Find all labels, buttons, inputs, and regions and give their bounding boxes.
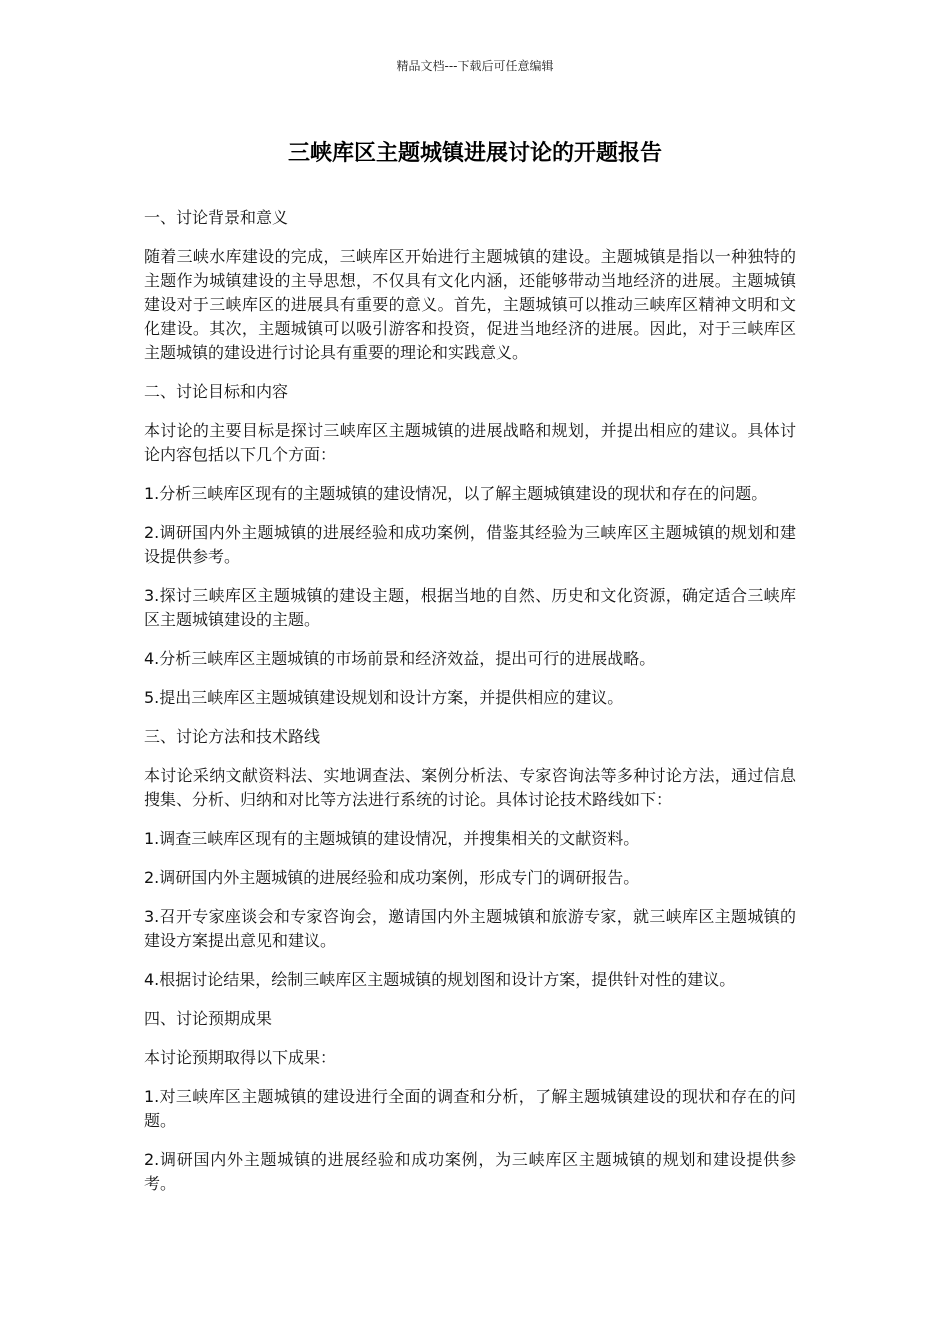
list-item-objective-2: 2.调研国内外主题城镇的进展经验和成功案例，借鉴其经验为三峡库区主题城镇的规划和建设提供参考。 bbox=[144, 523, 796, 566]
list-item-outcome-1: 1.对三峡库区主题城镇的建设进行全面的调查和分析，了解主题城镇建设的现状和存在的问题。 bbox=[144, 1087, 796, 1130]
list-item-method-3: 3.召开专家座谈会和专家咨询会，邀请国内外主题城镇和旅游专家，就三峡库区主题城镇的建设方案提出意见和建议。 bbox=[144, 907, 796, 950]
document-body bbox=[144, 206, 796, 1211]
list-item-objective-1: 1.分析三峡库区现有的主题城镇的建设情况，以了解主题城镇建设的现状和存在的问题。 bbox=[144, 484, 768, 503]
list-item-method-1: 1.调查三峡库区现有的主题城镇的建设情况，并搜集相关的文献资料。 bbox=[144, 829, 640, 848]
list-item-method-2: 2.调研国内外主题城镇的进展经验和成功案例，形成专门的调研报告。 bbox=[144, 868, 640, 887]
list-item-objective-5: 5.提出三峡库区主题城镇建设规划和设计方案，并提供相应的建议。 bbox=[144, 688, 624, 707]
section-heading-methods: 三、讨论方法和技术路线 bbox=[144, 727, 321, 746]
paragraph-methods-intro: 本讨论采纳文献资料法、实地调查法、案例分析法、专家咨询法等多种讨论方法，通过信息搜集、分析、归纳和对比等方法进行系统的讨论。具体讨论技术路线如下： bbox=[144, 766, 796, 809]
list-item-outcome-2: 2.调研国内外主题城镇的进展经验和成功案例，为三峡库区主题城镇的规划和建设提供参考。 bbox=[144, 1150, 796, 1193]
paragraph-outcomes-intro: 本讨论预期取得以下成果： bbox=[144, 1048, 337, 1067]
header-note: 精品文档---下载后可任意编辑 bbox=[396, 59, 554, 73]
list-item-objective-3: 3.探讨三峡库区主题城镇的建设主题，根据当地的自然、历史和文化资源，确定适合三峡库区主题城镇建设的主题。 bbox=[144, 586, 796, 629]
document-title: 三峡库区主题城镇进展讨论的开题报告 bbox=[287, 141, 662, 166]
section-heading-background: 一、讨论背景和意义 bbox=[144, 208, 289, 227]
list-item-objective-4: 4.分析三峡库区主题城镇的市场前景和经济效益，提出可行的进展战略。 bbox=[144, 649, 656, 668]
paragraph-background: 随着三峡水库建设的完成，三峡库区开始进行主题城镇的建设。主题城镇是指以一种独特的主题作为城镇建设的主导思想，不仅具有文化内涵，还能够带动当地经济的进展。主题城镇建设对于三峡库区的进展具有重要的意义。首先，主题城镇可以推动三峡库区精神文明和文化建设。其次，主题城镇可以吸引游客和投资，促进当地经济的进展。因此，对于三峡库区主题城镇的建设进行讨论具有重要的理论和实践意义。 bbox=[144, 247, 796, 362]
section-heading-outcomes: 四、讨论预期成果 bbox=[144, 1009, 273, 1028]
paragraph-objectives-intro: 本讨论的主要目标是探讨三峡库区主题城镇的进展战略和规划，并提出相应的建议。具体讨论内容包括以下几个方面： bbox=[144, 421, 796, 464]
section-heading-objectives: 二、讨论目标和内容 bbox=[144, 382, 289, 401]
list-item-method-4: 4.根据讨论结果，绘制三峡库区主题城镇的规划图和设计方案，提供针对性的建议。 bbox=[144, 970, 736, 989]
